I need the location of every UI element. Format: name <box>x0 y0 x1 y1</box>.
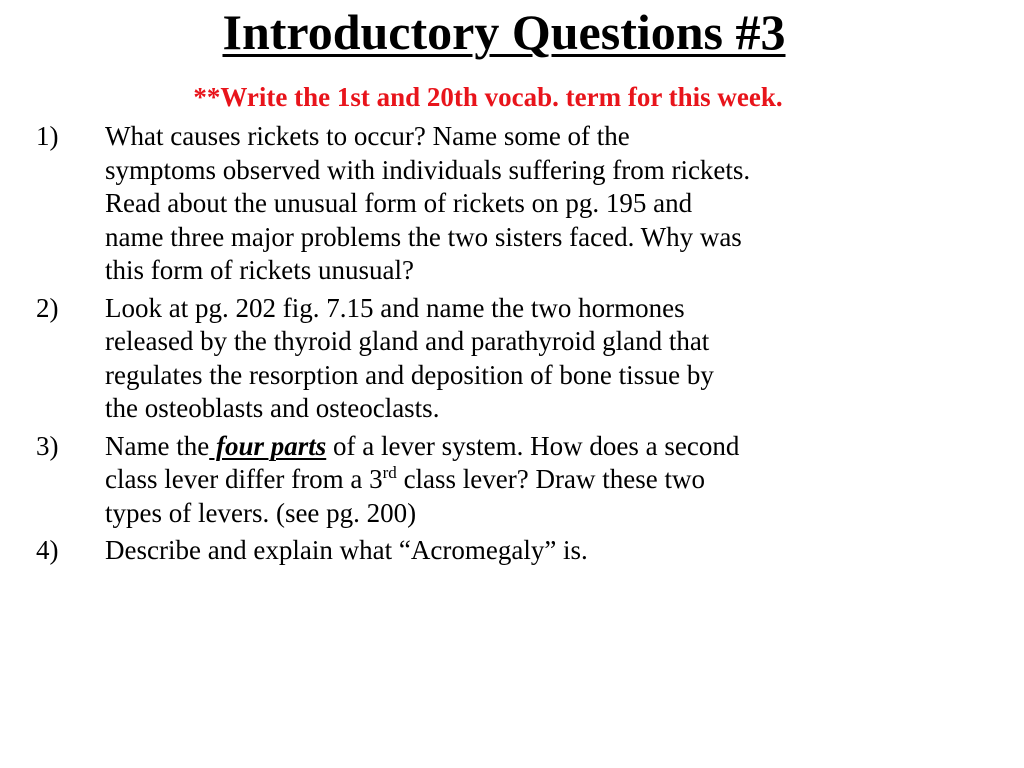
vocab-instruction: **Write the 1st and 20th vocab. term for this week. <box>193 82 783 112</box>
question-text-line: types of levers. (see pg. 200) <box>105 497 417 528</box>
question-text-line: this form of rickets unusual? <box>105 255 414 285</box>
question-text-line: name three major problems the two sisters faced. Why was <box>105 221 742 252</box>
question-text-line <box>105 463 945 497</box>
ordinal-superscript: rd <box>382 463 397 482</box>
question-list <box>0 120 945 572</box>
question-text-line <box>105 430 945 464</box>
question-number: 1) <box>36 121 59 151</box>
question-text-segment: class lever? Draw these two <box>396 464 705 494</box>
question-text-line: the osteoblasts and osteoclasts. <box>105 393 440 423</box>
question-item-3 <box>0 430 945 531</box>
question-text-line: Look at pg. 202 fig. 7.15 and name the two hormones <box>105 292 685 323</box>
question-text-line: regulates the resorption and deposition of bone tissue by <box>105 359 714 390</box>
question-item-1 <box>0 120 945 288</box>
question-text-segment: of a lever system. How does a second <box>326 430 740 461</box>
question-number: 4) <box>36 535 59 565</box>
question-text-segment: class lever differ from a 3 <box>105 464 383 494</box>
slide-title: Introductory Questions #3 <box>222 4 786 60</box>
emphasized-phrase: four parts <box>209 430 327 461</box>
question-text-line: What causes rickets to occur? Name some of the <box>105 121 630 151</box>
question-text-line: released by the thyroid gland and parathyroid gland that <box>105 326 710 356</box>
question-number: 2) <box>36 292 59 323</box>
question-text-segment: Name the <box>105 430 210 461</box>
question-text-line: Describe and explain what “Acromegaly” is. <box>105 535 588 565</box>
question-text-line: symptoms observed with individuals suffering from rickets. <box>105 154 751 185</box>
question-item-4 <box>0 534 945 568</box>
question-item-2 <box>0 292 945 426</box>
question-number: 3) <box>36 430 59 461</box>
question-text-line: Read about the unusual form of rickets on pg. 195 and <box>105 188 693 218</box>
